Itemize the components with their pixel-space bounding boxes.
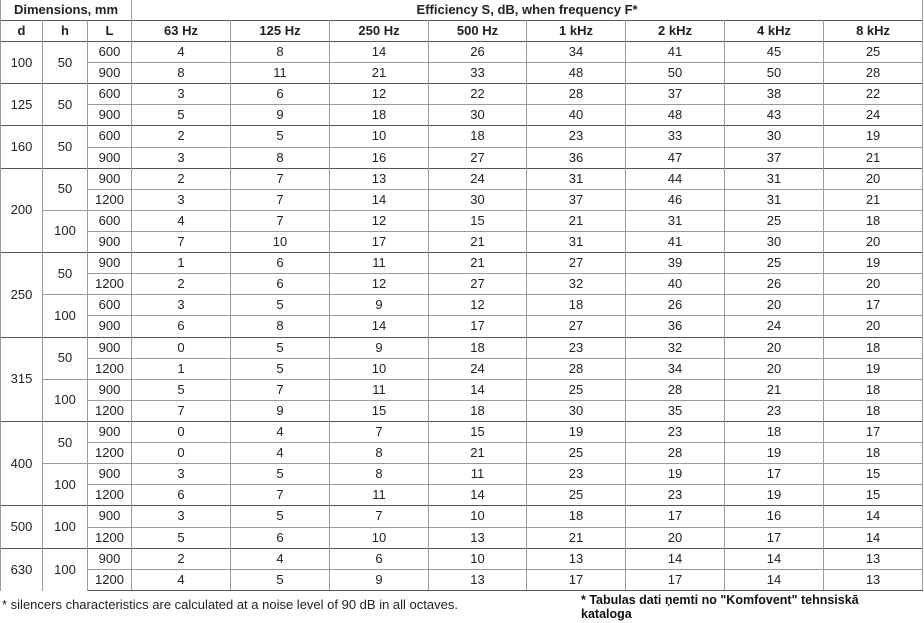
cell-value: 18 (824, 443, 923, 464)
cell-value: 38 (725, 84, 824, 105)
cell-value: 31 (725, 168, 824, 189)
cell-value: 27 (429, 147, 527, 168)
cell-value: 14 (429, 485, 527, 506)
cell-L: 900 (88, 105, 132, 126)
cell-value: 10 (231, 231, 330, 252)
cell-value: 14 (330, 42, 429, 63)
cell-value: 2 (132, 548, 231, 569)
cell-value: 25 (725, 210, 824, 231)
cell-value: 5 (132, 379, 231, 400)
cell-value: 23 (725, 400, 824, 421)
cell-value: 13 (429, 569, 527, 590)
cell-value: 0 (132, 421, 231, 442)
cell-value: 20 (824, 231, 923, 252)
freq-header: 500 Hz (429, 21, 527, 42)
cell-L: 1200 (88, 274, 132, 295)
cell-value: 20 (725, 358, 824, 379)
col-h-header: h (43, 21, 88, 42)
cell-value: 14 (824, 506, 923, 527)
dimensions-header: Dimensions, mm (1, 0, 132, 21)
table-row (1, 485, 923, 506)
cell-value: 21 (429, 231, 527, 252)
cell-L: 1200 (88, 443, 132, 464)
cell-value: 19 (824, 358, 923, 379)
cell-value: 46 (626, 189, 725, 210)
cell-h: 50 (43, 337, 88, 379)
cell-value: 19 (626, 464, 725, 485)
freq-header: 8 kHz (824, 21, 923, 42)
cell-h: 100 (43, 506, 88, 548)
table-row (1, 295, 923, 316)
cell-value: 5 (231, 295, 330, 316)
table-row (1, 443, 923, 464)
cell-d: 100 (1, 42, 43, 84)
cell-value: 10 (429, 506, 527, 527)
cell-value: 21 (725, 379, 824, 400)
table-row (1, 527, 923, 548)
cell-h: 100 (43, 548, 88, 590)
cell-value: 20 (824, 316, 923, 337)
cell-value: 47 (626, 147, 725, 168)
cell-value: 30 (527, 400, 626, 421)
cell-value: 3 (132, 295, 231, 316)
table-row (1, 506, 923, 527)
table-row (1, 274, 923, 295)
cell-value: 20 (824, 274, 923, 295)
cell-value: 9 (330, 569, 429, 590)
cell-value: 31 (527, 231, 626, 252)
cell-value: 14 (330, 189, 429, 210)
cell-value: 17 (330, 231, 429, 252)
cell-L: 900 (88, 316, 132, 337)
cell-L: 1200 (88, 400, 132, 421)
cell-value: 19 (824, 126, 923, 147)
efficiency-header: Efficiency S, dB, when frequency F* (132, 0, 923, 21)
cell-value: 8 (231, 42, 330, 63)
cell-value: 21 (824, 189, 923, 210)
cell-value: 2 (132, 274, 231, 295)
cell-value: 19 (725, 443, 824, 464)
cell-value: 3 (132, 189, 231, 210)
cell-d: 500 (1, 506, 43, 548)
cell-L: 600 (88, 42, 132, 63)
cell-value: 18 (824, 379, 923, 400)
cell-value: 9 (330, 337, 429, 358)
cell-value: 14 (725, 569, 824, 590)
table-row (1, 358, 923, 379)
cell-value: 3 (132, 464, 231, 485)
table-body (1, 42, 923, 591)
cell-L: 1200 (88, 358, 132, 379)
cell-value: 18 (725, 421, 824, 442)
cell-value: 28 (527, 358, 626, 379)
cell-L: 600 (88, 126, 132, 147)
cell-value: 7 (132, 231, 231, 252)
cell-value: 48 (527, 63, 626, 84)
cell-value: 37 (626, 84, 725, 105)
cell-h: 50 (43, 421, 88, 463)
cell-value: 4 (132, 569, 231, 590)
cell-value: 40 (527, 105, 626, 126)
cell-value: 31 (626, 210, 725, 231)
cell-value: 18 (330, 105, 429, 126)
cell-value: 7 (330, 421, 429, 442)
table-row (1, 189, 923, 210)
cell-d: 400 (1, 421, 43, 505)
cell-value: 16 (725, 506, 824, 527)
cell-value: 9 (330, 295, 429, 316)
cell-value: 6 (132, 485, 231, 506)
cell-value: 43 (725, 105, 824, 126)
cell-value: 4 (231, 421, 330, 442)
cell-value: 18 (429, 400, 527, 421)
cell-value: 4 (132, 42, 231, 63)
cell-value: 11 (429, 464, 527, 485)
table-row (1, 231, 923, 252)
cell-value: 5 (231, 126, 330, 147)
cell-value: 13 (429, 527, 527, 548)
cell-value: 6 (231, 84, 330, 105)
cell-value: 2 (132, 168, 231, 189)
table-row (1, 464, 923, 485)
cell-value: 5 (132, 527, 231, 548)
cell-value: 15 (824, 485, 923, 506)
cell-value: 33 (626, 126, 725, 147)
cell-value: 12 (330, 274, 429, 295)
footnote: * silencers characteristics are calculated at a noise level of 90 dB in all octaves. (2, 597, 458, 612)
table-row (1, 63, 923, 84)
cell-value: 9 (231, 400, 330, 421)
cell-value: 3 (132, 147, 231, 168)
table-row (1, 548, 923, 569)
cell-value: 13 (330, 168, 429, 189)
cell-value: 0 (132, 337, 231, 358)
cell-value: 2 (132, 126, 231, 147)
cell-L: 1200 (88, 189, 132, 210)
cell-value: 17 (429, 316, 527, 337)
cell-value: 12 (330, 210, 429, 231)
cell-L: 900 (88, 548, 132, 569)
cell-value: 24 (429, 168, 527, 189)
cell-value: 8 (231, 316, 330, 337)
cell-value: 19 (527, 421, 626, 442)
table-row (1, 210, 923, 231)
cell-L: 900 (88, 231, 132, 252)
cell-value: 21 (527, 527, 626, 548)
cell-value: 5 (132, 105, 231, 126)
cell-value: 50 (626, 63, 725, 84)
cell-value: 6 (132, 316, 231, 337)
cell-h: 50 (43, 168, 88, 210)
cell-value: 18 (824, 337, 923, 358)
cell-value: 19 (824, 253, 923, 274)
cell-value: 10 (330, 527, 429, 548)
cell-value: 39 (626, 253, 725, 274)
cell-value: 30 (429, 189, 527, 210)
cell-value: 20 (725, 337, 824, 358)
cell-value: 35 (626, 400, 725, 421)
cell-value: 17 (725, 527, 824, 548)
cell-value: 3 (132, 84, 231, 105)
cell-h: 50 (43, 42, 88, 84)
cell-value: 8 (330, 443, 429, 464)
cell-L: 1200 (88, 569, 132, 590)
cell-value: 5 (231, 337, 330, 358)
cell-value: 1 (132, 253, 231, 274)
cell-value: 14 (725, 548, 824, 569)
cell-L: 900 (88, 63, 132, 84)
cell-value: 50 (725, 63, 824, 84)
table-row (1, 147, 923, 168)
cell-value: 4 (231, 443, 330, 464)
cell-L: 900 (88, 506, 132, 527)
col-L-header: L (88, 21, 132, 42)
cell-L: 900 (88, 337, 132, 358)
cell-value: 15 (429, 210, 527, 231)
cell-h: 100 (43, 210, 88, 252)
cell-value: 48 (626, 105, 725, 126)
cell-L: 900 (88, 168, 132, 189)
cell-value: 4 (231, 548, 330, 569)
cell-value: 25 (824, 42, 923, 63)
table-row (1, 253, 923, 274)
cell-value: 23 (527, 464, 626, 485)
cell-L: 600 (88, 210, 132, 231)
table-row (1, 84, 923, 105)
cell-value: 22 (429, 84, 527, 105)
cell-value: 21 (429, 253, 527, 274)
cell-d: 200 (1, 168, 43, 252)
cell-value: 23 (626, 421, 725, 442)
cell-value: 28 (527, 84, 626, 105)
cell-value: 13 (824, 548, 923, 569)
footnote-source: * Tabulas dati ņemti no "Komfovent" tehnsiskā kataloga (581, 593, 859, 621)
cell-value: 10 (330, 126, 429, 147)
freq-header: 125 Hz (231, 21, 330, 42)
table-row (1, 316, 923, 337)
cell-L: 900 (88, 253, 132, 274)
cell-value: 11 (330, 253, 429, 274)
cell-value: 21 (824, 147, 923, 168)
cell-value: 26 (429, 42, 527, 63)
cell-value: 14 (330, 316, 429, 337)
cell-value: 18 (824, 210, 923, 231)
cell-h: 50 (43, 84, 88, 126)
cell-value: 23 (527, 126, 626, 147)
cell-h: 100 (43, 295, 88, 337)
cell-value: 17 (527, 569, 626, 590)
cell-value: 44 (626, 168, 725, 189)
cell-value: 27 (429, 274, 527, 295)
cell-value: 17 (824, 295, 923, 316)
cell-value: 3 (132, 506, 231, 527)
cell-value: 37 (527, 189, 626, 210)
cell-value: 21 (330, 63, 429, 84)
cell-value: 21 (527, 210, 626, 231)
cell-d: 250 (1, 253, 43, 337)
cell-value: 32 (626, 337, 725, 358)
table-row (1, 168, 923, 189)
cell-value: 10 (330, 358, 429, 379)
cell-value: 5 (231, 506, 330, 527)
cell-value: 14 (824, 527, 923, 548)
cell-value: 30 (429, 105, 527, 126)
cell-value: 11 (330, 379, 429, 400)
cell-value: 9 (231, 105, 330, 126)
cell-value: 23 (626, 485, 725, 506)
cell-value: 7 (132, 400, 231, 421)
cell-value: 32 (527, 274, 626, 295)
cell-value: 17 (824, 421, 923, 442)
cell-value: 12 (330, 84, 429, 105)
cell-value: 34 (626, 358, 725, 379)
cell-value: 28 (626, 379, 725, 400)
cell-value: 15 (330, 400, 429, 421)
cell-value: 10 (429, 548, 527, 569)
cell-value: 5 (231, 358, 330, 379)
cell-value: 23 (527, 337, 626, 358)
cell-value: 4 (132, 210, 231, 231)
cell-value: 31 (527, 168, 626, 189)
cell-h: 100 (43, 464, 88, 506)
cell-value: 25 (527, 379, 626, 400)
cell-value: 41 (626, 231, 725, 252)
cell-value: 17 (626, 569, 725, 590)
cell-value: 7 (231, 189, 330, 210)
cell-value: 0 (132, 443, 231, 464)
freq-header: 250 Hz (330, 21, 429, 42)
cell-L: 1200 (88, 485, 132, 506)
cell-value: 33 (429, 63, 527, 84)
cell-L: 1200 (88, 527, 132, 548)
cell-L: 900 (88, 464, 132, 485)
table-row (1, 337, 923, 358)
freq-header: 2 kHz (626, 21, 725, 42)
cell-value: 7 (231, 379, 330, 400)
cell-h: 100 (43, 379, 88, 421)
cell-h: 50 (43, 126, 88, 168)
cell-value: 25 (527, 443, 626, 464)
cell-value: 20 (626, 527, 725, 548)
cell-value: 18 (527, 295, 626, 316)
cell-value: 7 (231, 210, 330, 231)
cell-value: 14 (626, 548, 725, 569)
cell-value: 11 (330, 485, 429, 506)
table-row (1, 126, 923, 147)
cell-value: 27 (527, 253, 626, 274)
cell-value: 25 (527, 485, 626, 506)
cell-value: 6 (231, 253, 330, 274)
table-row (1, 421, 923, 442)
cell-value: 26 (725, 274, 824, 295)
cell-d: 630 (1, 548, 43, 590)
cell-value: 31 (725, 189, 824, 210)
cell-value: 7 (231, 485, 330, 506)
cell-value: 30 (725, 231, 824, 252)
cell-value: 25 (725, 253, 824, 274)
cell-value: 37 (725, 147, 824, 168)
cell-value: 6 (231, 527, 330, 548)
cell-d: 125 (1, 84, 43, 126)
cell-value: 36 (527, 147, 626, 168)
cell-d: 160 (1, 126, 43, 168)
table-row (1, 400, 923, 421)
cell-value: 21 (429, 443, 527, 464)
cell-value: 18 (527, 506, 626, 527)
cell-value: 18 (824, 400, 923, 421)
cell-value: 24 (824, 105, 923, 126)
cell-value: 20 (725, 295, 824, 316)
cell-value: 30 (725, 126, 824, 147)
cell-value: 5 (231, 464, 330, 485)
cell-value: 8 (330, 464, 429, 485)
cell-L: 900 (88, 421, 132, 442)
cell-value: 13 (824, 569, 923, 590)
cell-value: 45 (725, 42, 824, 63)
cell-value: 17 (725, 464, 824, 485)
cell-value: 15 (429, 421, 527, 442)
cell-h: 50 (43, 253, 88, 295)
cell-value: 12 (429, 295, 527, 316)
cell-L: 900 (88, 147, 132, 168)
table-row (1, 569, 923, 590)
table-row (1, 42, 923, 63)
cell-d: 315 (1, 337, 43, 421)
col-d-header: d (1, 21, 43, 42)
cell-value: 40 (626, 274, 725, 295)
cell-value: 1 (132, 358, 231, 379)
cell-value: 18 (429, 337, 527, 358)
cell-value: 24 (725, 316, 824, 337)
cell-value: 7 (330, 506, 429, 527)
cell-value: 24 (429, 358, 527, 379)
freq-header: 1 kHz (527, 21, 626, 42)
cell-value: 20 (824, 168, 923, 189)
cell-L: 600 (88, 84, 132, 105)
cell-value: 41 (626, 42, 725, 63)
table-row (1, 379, 923, 400)
table-row (1, 105, 923, 126)
cell-value: 27 (527, 316, 626, 337)
cell-value: 16 (330, 147, 429, 168)
cell-value: 28 (824, 63, 923, 84)
freq-header: 63 Hz (132, 21, 231, 42)
cell-value: 5 (231, 569, 330, 590)
cell-L: 600 (88, 295, 132, 316)
cell-value: 8 (231, 147, 330, 168)
cell-value: 14 (429, 379, 527, 400)
cell-value: 8 (132, 63, 231, 84)
cell-value: 36 (626, 316, 725, 337)
cell-value: 6 (231, 274, 330, 295)
cell-L: 900 (88, 379, 132, 400)
cell-value: 11 (231, 63, 330, 84)
cell-value: 28 (626, 443, 725, 464)
cell-value: 7 (231, 168, 330, 189)
cell-value: 18 (429, 126, 527, 147)
cell-value: 17 (626, 506, 725, 527)
cell-value: 34 (527, 42, 626, 63)
cell-value: 26 (626, 295, 725, 316)
cell-value: 15 (824, 464, 923, 485)
freq-header: 4 kHz (725, 21, 824, 42)
cell-value: 19 (725, 485, 824, 506)
cell-value: 6 (330, 548, 429, 569)
cell-value: 13 (527, 548, 626, 569)
cell-value: 22 (824, 84, 923, 105)
